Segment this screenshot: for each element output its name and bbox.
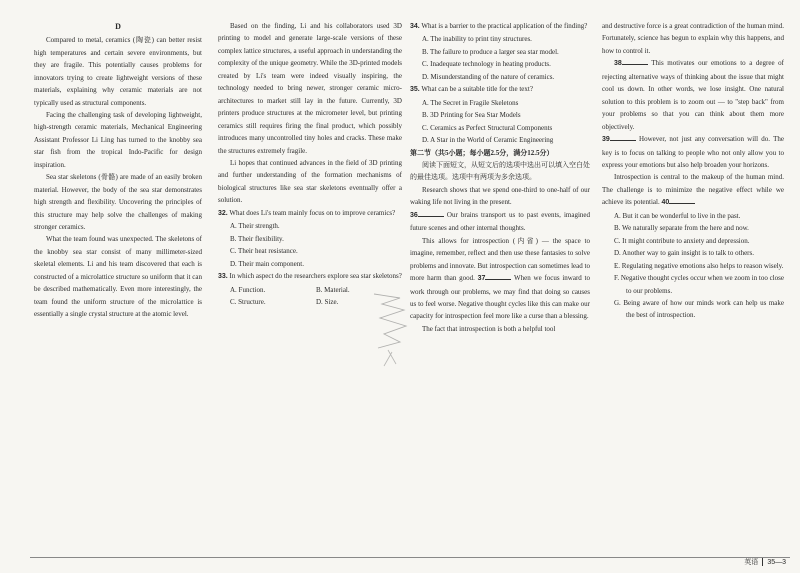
paragraph-text: This allows for introspection (内省) — the space to imagine, remember, reflect and then use these fantasies to solve problems and innovate. But introspection can sometimes lead to more harm than good. — [410, 236, 590, 283]
column-1 — [34, 20, 202, 321]
paragraph — [602, 57, 784, 133]
option: A. The Secret in Fragile Skeletons — [422, 98, 519, 107]
blank-39: 39 — [602, 136, 610, 144]
option: D. Another way to gain insight is to talk to others. — [614, 249, 754, 258]
answer-line — [485, 273, 511, 280]
paragraph: and destructive force is a great contradiction of the human mind. Fortunately, science has begun to explain why this happens, and how to control it. — [602, 22, 784, 55]
option: B. Their flexibility. — [230, 234, 284, 243]
option: A. Their strength. — [230, 222, 280, 231]
section-title: 第二节（共5小题；每小题2.5分，满分12.5分） — [410, 148, 554, 157]
option: D. Size. — [316, 297, 339, 306]
question-number: 35. — [410, 86, 420, 94]
divider — [30, 557, 790, 558]
option: B. We naturally separate from the here and now. — [614, 224, 749, 233]
option: A. The inability to print tiny structures. — [422, 35, 532, 44]
option: A. Function. — [230, 285, 266, 294]
answer-line — [418, 210, 444, 217]
paragraph-text: When we focus inward to work through our problems, we may find that doing so causes us to feel worse. Negative thought cycles like this can make our capacity for introspection feel more like a curse than a blessing. — [410, 274, 591, 321]
section-letter: D — [115, 22, 121, 31]
option: E. Regulating negative emotions also helps to reason wisely. — [614, 261, 784, 270]
question-number: 34. — [410, 23, 420, 30]
question-number: 32. — [218, 209, 228, 217]
paragraph-text: Introspection is central to the makeup of the human mind. The challenge is to minimize the negative effect while we achieve its potential. — [602, 173, 784, 207]
blank-40: 40 — [661, 199, 670, 207]
divider — [762, 558, 763, 566]
option: C. Ceramics as Perfect Structural Components — [422, 123, 553, 132]
question-text: What can be a suitable title for the text? — [421, 85, 533, 94]
paragraph: Compared to metal, ceramics (陶瓷) can better resist high temperatures and certain severe environments, but they are fragile. This potentially causes problems for innovators trying to create lightweight versions of these materials, explaining why ceramic materials are not typically used as structural components. — [34, 36, 202, 107]
paragraph — [410, 235, 590, 323]
paragraph: What the team found was unexpected. The skeletons of the knobby sea star consist of many millimeter-sized skeletal elements. Li and his team discovered that each is constructed of a microlattice structure so uniform that it can be described mathematically. Even more interestingly, the team found the uniform structure of the microlattice is essentially a single crystal structure at the atomic level. — [34, 235, 202, 319]
option: G. Being aware of how our minds work can help us make the best of introspection. — [614, 298, 784, 320]
page-number: 35—3 — [767, 559, 786, 566]
column-3 — [410, 20, 590, 335]
option: C. Inadequate technology in heating products. — [422, 60, 551, 69]
question-32 — [218, 207, 402, 220]
column-2 — [218, 20, 402, 308]
instructions: 阅读下面短文，从短文后的选项中选出可以填入空白处的最佳选项。选项中有两项为多余选项。 — [410, 160, 590, 182]
paragraph — [602, 133, 784, 171]
question-text: What does Li's team mainly focus on to improve ceramics? — [229, 208, 396, 217]
option-row — [218, 284, 402, 296]
paragraph-text: Our brains transport us to past events, imagined future scenes and other internal thoughts. — [410, 210, 590, 233]
question-text: In which aspect do the researchers explore sea star skeletons? — [229, 272, 402, 281]
option: B. The failure to produce a larger sea star model. — [422, 47, 559, 56]
option: C. It might contribute to anxiety and depression. — [614, 236, 750, 245]
paragraph — [602, 171, 784, 209]
paragraph-text: This motivates our emotions to a degree of rejecting alternative ways of thinking about the issue that might cool us down. In other words, we lose insight. One natural solution to this problem is to zoom out — to "step back" from your problems so that you can think about them more objectively. — [602, 59, 784, 131]
question-text: What is a barrier to the practical application of the finding? — [421, 22, 588, 30]
paragraph: The fact that introspection is both a helpful tool — [422, 324, 556, 333]
paragraph: Sea star skeletons (骨骼) are made of an easily broken material. However, the body of the sea star demonstrates high strength and flexibility. Uncovering the principles of this structure may help solve the challenges of making stronger ceramics. — [34, 173, 202, 232]
answer-line — [669, 197, 695, 204]
paragraph-text: However, not just any conversation will do. The key is to focus on talking to people who not only allow you to express your emotions but also help broaden your horizons. — [602, 135, 784, 169]
page-footer — [744, 557, 786, 567]
question-35 — [410, 83, 590, 96]
blank-36: 36 — [410, 211, 418, 219]
option: C. Their heat resistance. — [230, 247, 298, 256]
paragraph: Li hopes that continued advances in the field of 3D printing and further understanding of the formation mechanisms of biological structures like sea star skeletons eventually offer a solution. — [218, 158, 402, 205]
question-33 — [218, 270, 402, 283]
option: D. A Star in the World of Ceramic Engineering — [422, 136, 554, 145]
question-number: 33. — [218, 273, 228, 281]
option: B. 3D Printing for Sea Star Models — [422, 111, 521, 120]
paragraph — [410, 209, 590, 235]
blank-37: 37 — [477, 275, 486, 283]
paragraph: Research shows that we spend one-third to one-half of our waking life not living in the present. — [410, 185, 590, 207]
subject-label: 英语 — [744, 559, 759, 566]
paragraph: Facing the challenging task of developing lightweight, high-strength ceramic materials, Mechanical Engineering Assistant Professor Li Ling has turned to the knobby sea star fish from the tropical Indo-Pacific for design inspiration. — [34, 110, 202, 169]
question-34 — [410, 20, 590, 33]
option: F. Negative thought cycles occur when we zoom in too close to our problems. — [614, 274, 784, 295]
option: C. Structure. — [230, 297, 266, 306]
column-4 — [602, 20, 784, 322]
answer-line — [610, 134, 636, 141]
option: D. Their main component. — [230, 259, 304, 268]
option-row — [218, 296, 402, 308]
option: D. Misunderstanding of the nature of ceramics. — [422, 72, 555, 81]
answer-line — [622, 58, 648, 65]
option: A. But it can be wonderful to live in the past. — [614, 211, 741, 220]
option: B. Material. — [316, 285, 350, 294]
blank-38: 38 — [614, 60, 622, 68]
paragraph: Based on the finding, Li and his collaborators used 3D printing to model and generate large-scale versions of these complex lattice structures, a useful approach in understanding the complexity of the unique geometry. While the 3D-printed models created by Li's team were indeed visually inspiring, the technology needed to bring newer, stronger ceramic micro-architectures to market still lay in the future. Currently, 3D printers produce structures at the micrometer level, but printing ceramics still requires firing the final product, which possibly introduces many uncontrolled tiny holes and cracks. These make the structures extremely fragile. — [218, 22, 402, 155]
